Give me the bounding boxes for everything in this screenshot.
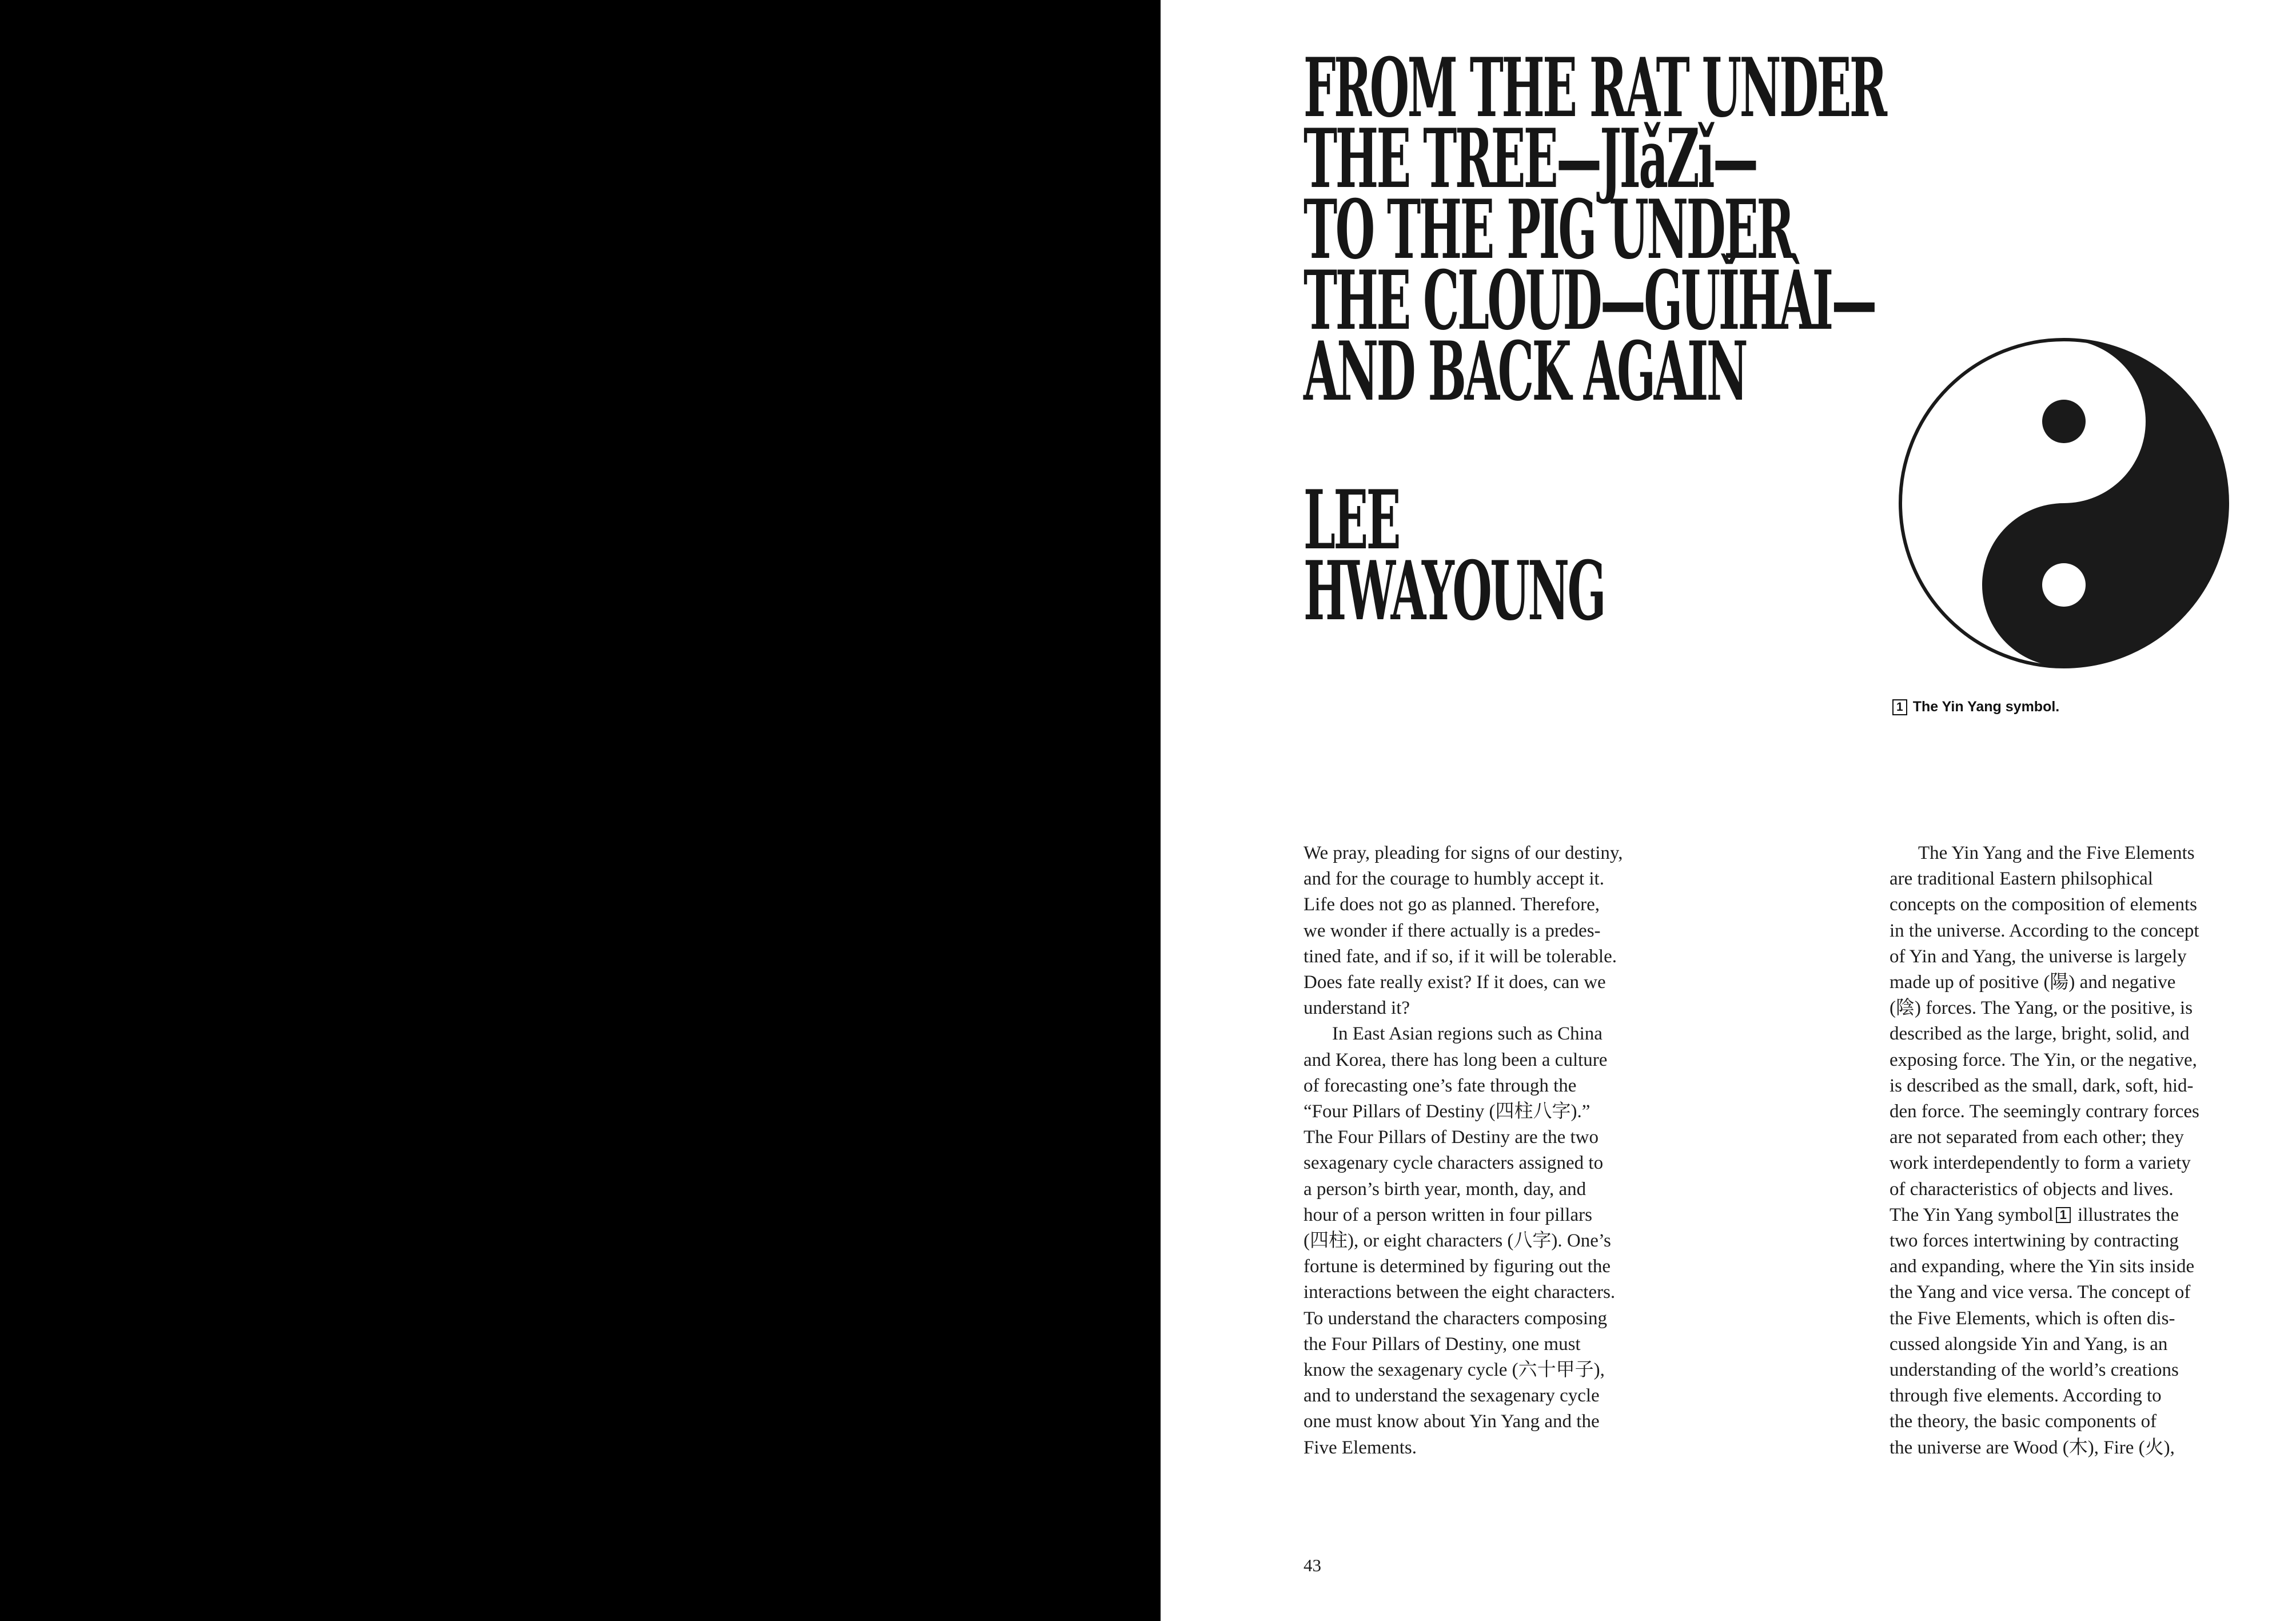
page-number: 43	[1304, 1555, 1321, 1575]
text-line: the Yang and vice versa. The concept of	[1890, 1282, 2191, 1303]
text-line: The Yin Yang and the Five Elements	[1918, 843, 2195, 863]
text-line: (陰) forces. The Yang, or the positive, is	[1890, 998, 2193, 1019]
author-line: LEE	[1304, 473, 1400, 568]
yin-yang-icon	[1898, 337, 2230, 669]
text-line: we wonder if there actually is a predes-	[1304, 920, 1601, 941]
text-line: interactions between the eight characters.	[1304, 1282, 1616, 1303]
text-fragment: The Yin Yang symbol	[1890, 1204, 2054, 1225]
text-line: In East Asian regions such as China	[1332, 1023, 1603, 1045]
text-line: tined fate, and if so, if it will be tolerable.	[1304, 946, 1617, 967]
text-line: Life does not go as planned. Therefore,	[1304, 894, 1600, 915]
title-line: FROM THE RAT UNDER	[1304, 41, 1886, 136]
text-line: the theory, the basic components of	[1890, 1411, 2157, 1432]
text-line: through five elements. According to	[1890, 1385, 2162, 1407]
text-line: of forecasting one’s fate through the	[1304, 1075, 1577, 1096]
title-line: AND BACK AGAIN	[1304, 324, 1747, 419]
text-line: of characteristics of objects and lives.	[1890, 1178, 2174, 1200]
text-line: described as the large, bright, solid, and	[1890, 1023, 2190, 1045]
text-line: the Four Pillars of Destiny, one must	[1304, 1333, 1581, 1355]
text-line: and Korea, there has long been a culture	[1304, 1049, 1608, 1070]
text-line-with-figure-ref	[1890, 1202, 2255, 1228]
figure-ref: 1	[2056, 1207, 2071, 1223]
text-line: one must know about Yin Yang and the	[1304, 1411, 1600, 1432]
text-line: The Four Pillars of Destiny are the two	[1304, 1127, 1599, 1148]
figure-number: 1	[1892, 699, 1907, 715]
text-line: hour of a person written in four pillars	[1304, 1204, 1592, 1225]
article-title	[1304, 41, 1886, 419]
text-line: We pray, pleading for signs of our destiny,	[1304, 843, 1623, 863]
text-line: made up of positive (陽) and negative	[1890, 972, 2176, 993]
text-line: is described as the small, dark, soft, hid-	[1890, 1075, 2194, 1096]
text-line: concepts on the composition of elements	[1890, 894, 2197, 915]
text-line: the universe are Wood (木), Fire (火),	[1890, 1437, 2175, 1458]
text-line: exposing force. The Yin, or the negative,	[1890, 1049, 2197, 1070]
text-line: a person’s birth year, month, day, and	[1304, 1178, 1587, 1200]
text-line: cussed alongside Yin and Yang, is an	[1890, 1333, 2168, 1355]
figure-caption-text: The Yin Yang symbol.	[1912, 699, 2060, 715]
text-line: work interdependently to form a variety	[1890, 1153, 2191, 1174]
text-line: (四柱), or eight characters (八字). One’s	[1304, 1230, 1611, 1252]
text-line: and expanding, where the Yin sits inside	[1890, 1256, 2195, 1277]
text-line: in the universe. According to the concept	[1890, 920, 2199, 941]
text-line: understanding of the world’s creations	[1890, 1360, 2179, 1381]
title-line: TO THE PIG UNDER	[1304, 182, 1793, 277]
text-line: know the sexagenary cycle (六十甲子),	[1304, 1360, 1605, 1381]
text-line: “Four Pillars of Destiny (四柱八字).”	[1304, 1101, 1591, 1122]
text-line: fortune is determined by figuring out the	[1304, 1256, 1611, 1277]
author-line: HWAYOUNG	[1304, 544, 1605, 639]
text-line: two forces intertwining by contracting	[1890, 1230, 2179, 1252]
title-line: THE CLOUD—GUǏHÀI—	[1304, 253, 1875, 348]
text-line: the Five Elements, which is often dis-	[1890, 1308, 2175, 1329]
body-column-left	[1304, 841, 1669, 1461]
text-line: are traditional Eastern philsophical	[1890, 869, 2153, 890]
text-fragment: illustrates the	[2072, 1204, 2179, 1225]
text-line: Does fate really exist? If it does, can we	[1304, 972, 1606, 993]
figure-caption	[1892, 698, 2059, 716]
text-line: of Yin and Yang, the universe is largely	[1890, 946, 2187, 967]
text-line: and for the courage to humbly accept it.	[1304, 869, 1604, 890]
text-line: understand it?	[1304, 998, 1410, 1019]
body-column-right	[1890, 841, 2255, 1461]
text-line: and to understand the sexagenary cycle	[1304, 1385, 1600, 1407]
text-line: den force. The seemingly contrary forces	[1890, 1101, 2199, 1122]
text-line: To understand the characters composing	[1304, 1308, 1608, 1329]
title-line: THE TREE—JIǎZǐ—	[1304, 111, 1757, 206]
author-name	[1304, 473, 1704, 639]
text-line: sexagenary cycle characters assigned to	[1304, 1153, 1604, 1174]
text-line: Five Elements.	[1304, 1437, 1417, 1458]
text-line: are not separated from each other; they	[1890, 1127, 2184, 1148]
